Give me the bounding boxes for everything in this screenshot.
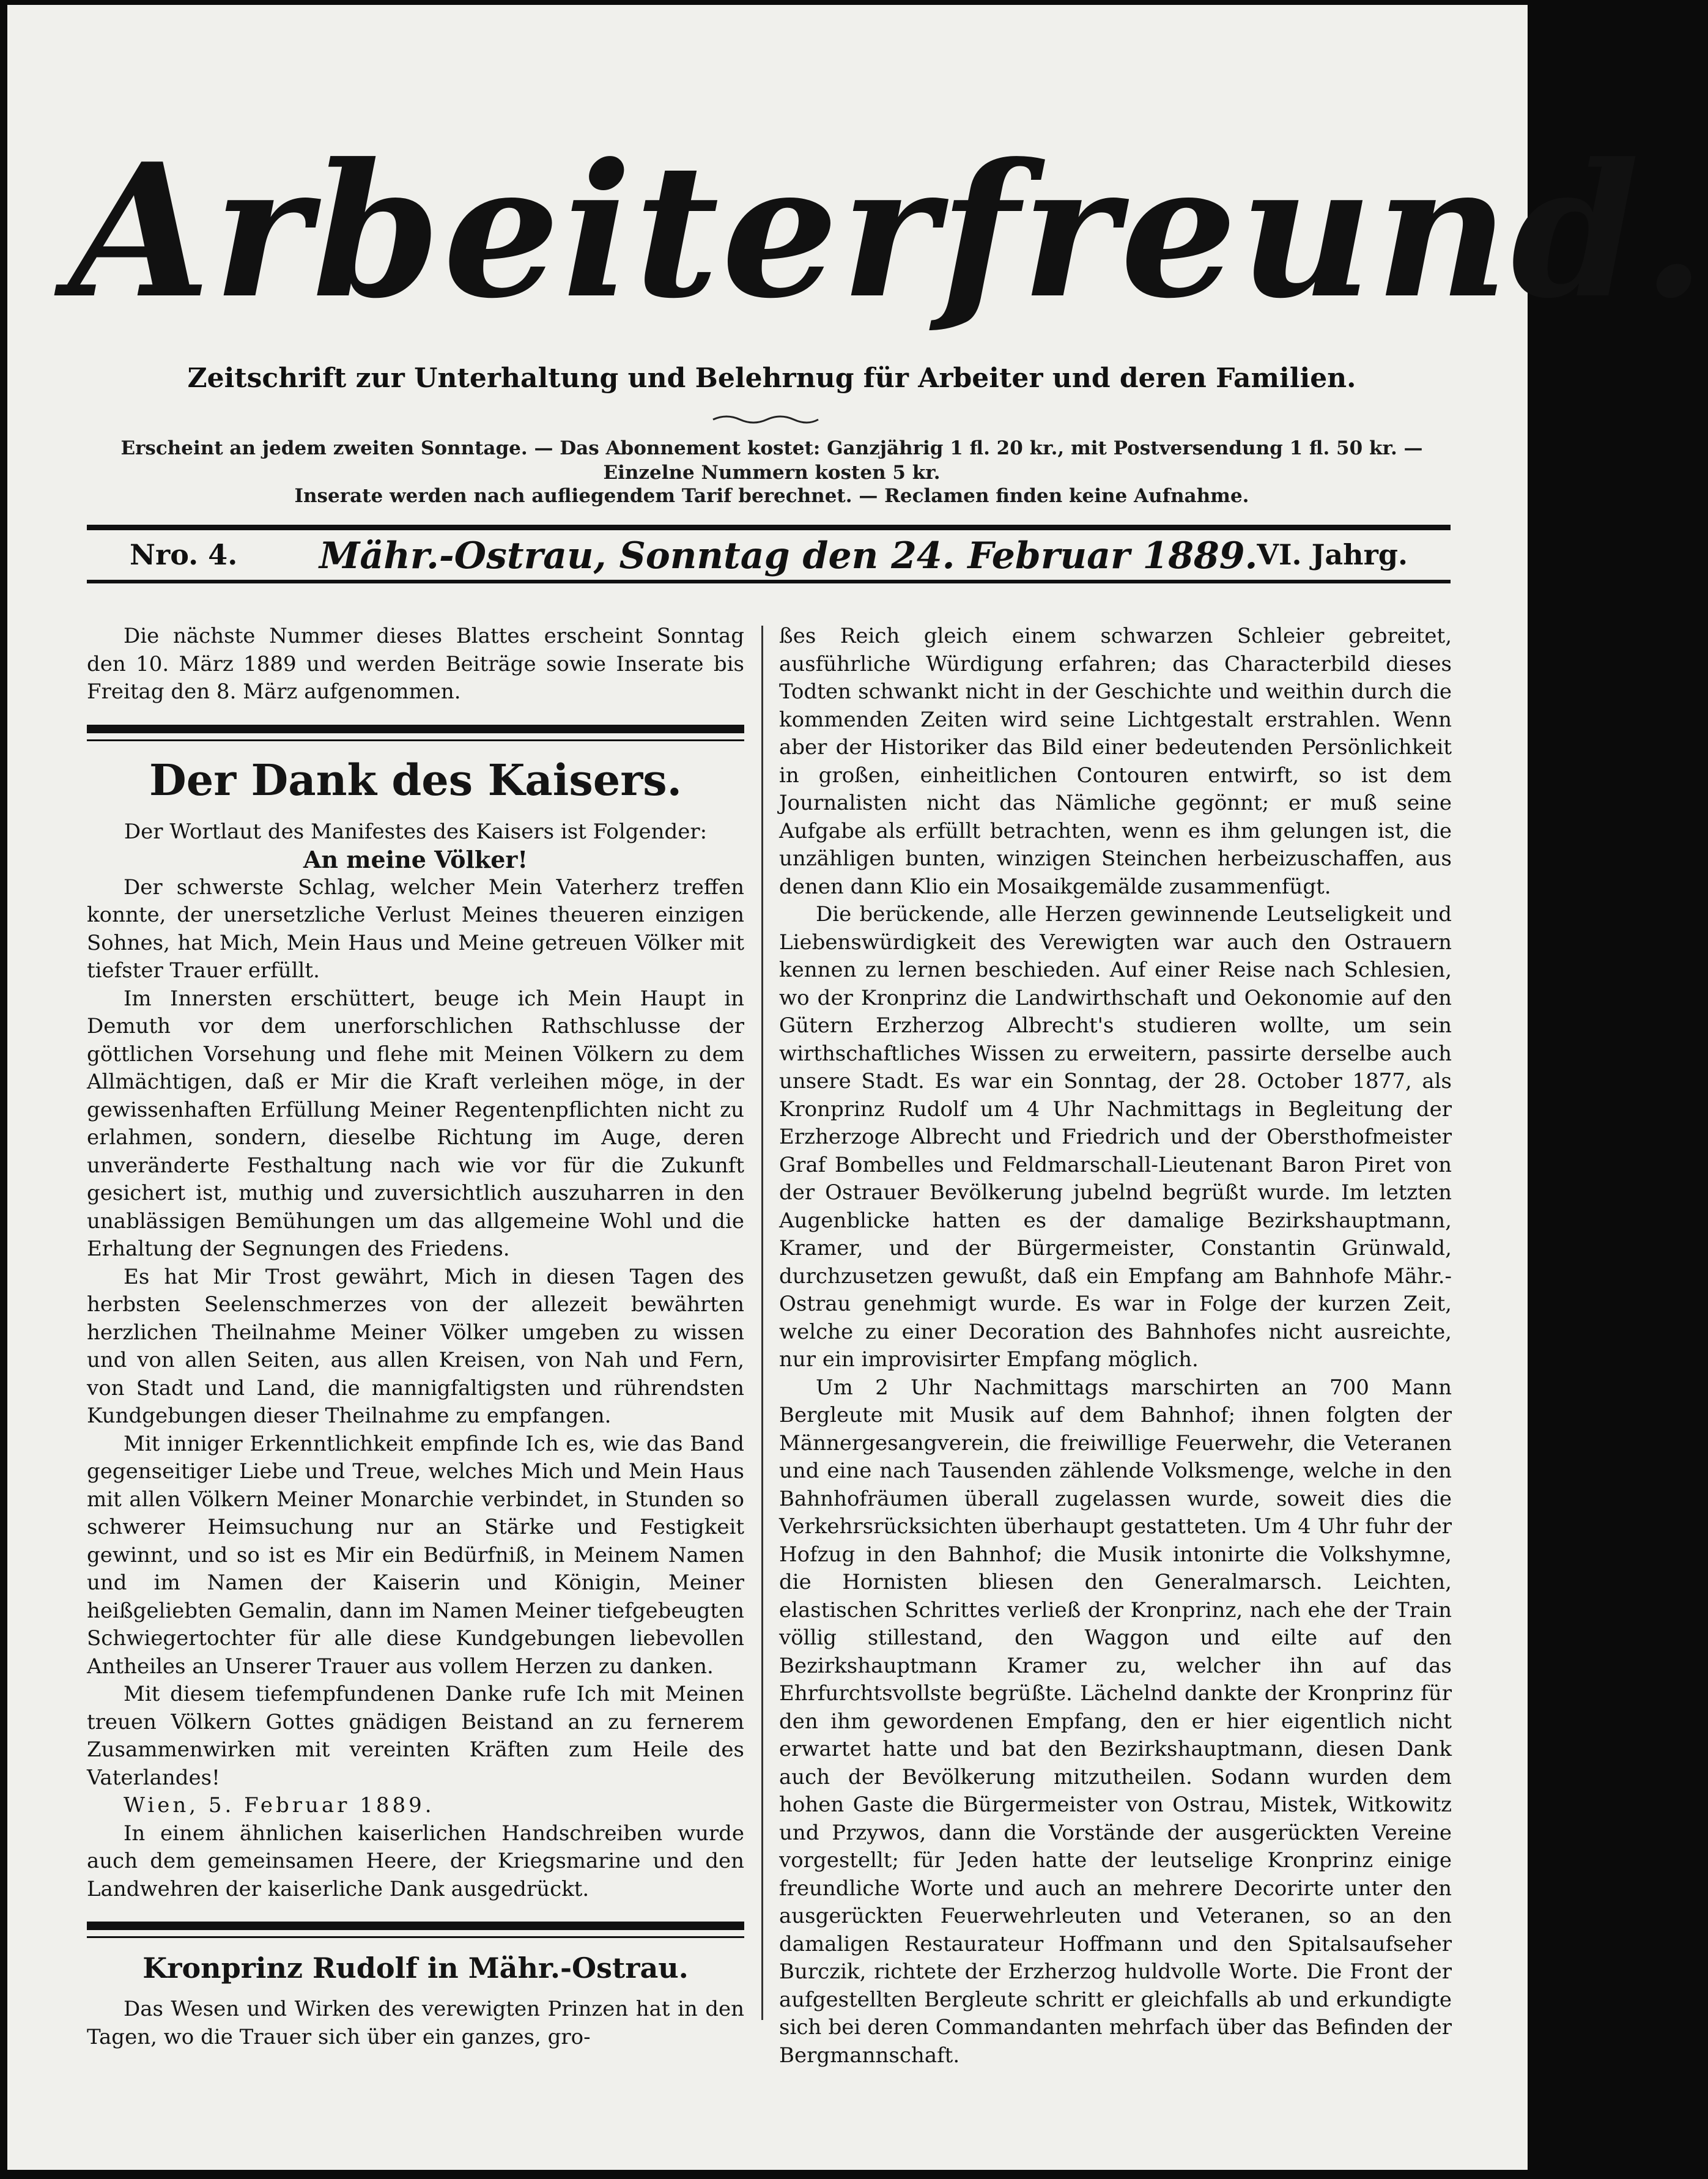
manifesto-intro: Der Wortlaut des Manifestes des Kaisers ist Folgender:	[124, 819, 708, 844]
right-column	[779, 623, 1452, 2070]
advertising-info: Inserate werden nach aufliegendem Tarif berechnet. — Reclamen finden keine Aufnahme.	[294, 485, 1249, 507]
masthead-title: Arbeiterfreund.	[68, 123, 1708, 339]
manifesto-paragraph: Im Innersten erschüttert, beuge ich Mein Haupt in Demuth vor dem unerforschlichen Rathschlusse der göttlichen Vorsehung und flehe mit Meinen Völkern zu dem Allmächtigen, daß er Mir die Kraft verleihen möge, in der gewissenhaften Erfüllung Meiner Regentenpflichten nicht zu erlahmen, sondern, dieselbe Richtung im Auge, deren unveränderte Festhaltung nach wie vor für die Zukunft gesichert ist, muthig und zuversichtlich auszuharren in den unablässigen Bemühungen um das allgemeine Wohl und die Erhaltung der Segnungen des Friedens.	[87, 986, 744, 1261]
article-heading-kaiser: Der Dank des Kaisers.	[149, 754, 682, 805]
place-and-date: Mähr.-Ostrau, Sonntag den 24. Februar 1889.	[319, 535, 1258, 577]
masthead-subtitle: Zeitschrift zur Unterhaltung und Belehrnug für Arbeiter und deren Familien.	[187, 363, 1356, 394]
dateline-rule-top	[87, 525, 1451, 530]
volume-year: VI. Jahrg.	[1257, 538, 1408, 571]
manifesto-salutation: An meine Völker!	[303, 846, 528, 873]
column-divider	[761, 626, 763, 2020]
issue-number: Nro. 4.	[130, 538, 238, 571]
subscription-info: Erscheint an jedem zweiten Sonntage. — Das Abonnement kostet: Ganzjährig 1 fl. 20 kr., mit Postversendung 1 fl. 50 kr. — Einzelne Nummern kosten 5 kr.	[120, 437, 1423, 484]
article-paragraph: Das Wesen und Wirken des verewigten Prinzen hat in den Tagen, wo die Trauer sich über ein ganzes, gro-	[87, 1997, 744, 2049]
manifesto-paragraph: Mit inniger Erkenntlichkeit empfinde Ich es, wie das Band gegenseitiger Liebe und Treue, welches Mich und Mein Haus mit allen Völkern Meiner Monarchie verbindet, in Stunden so schwerer Heimsuchung nur an Stärke und Festigkeit gewinnt, und so ist es Mir ein Bedürfniß, in Meinem Namen und im Namen der Kaiserin und Königin, Meiner heißgeliebten Gemalin, dann im Namen Meiner tiefgebeugten Schwiegertochter für alle diese Kundgebungen liebevollen Antheiles an Unserer Trauer aus vollem Herzen zu danken.	[87, 1431, 744, 1679]
manifesto-paragraph: Es hat Mir Trost gewährt, Mich in diesen Tagen des herbsten Seelenschmerzes von der allezeit bewährten herzlichen Theilnahme Meiner Völker umgeben zu wissen und von allen Seiten, aus allen Kreisen, von Nah und Fern, von Stadt und Land, die mannigfaltigsten und rührendsten Kundgebungen dieser Theilnahme zu empfangen.	[87, 1264, 744, 1428]
manifesto-paragraph: Der schwerste Schlag, welcher Mein Vaterherz treffen konnte, der unersetzliche Verlust Meines theueren einzigen Sohnes, hat Mich, Mein Haus und Meine getreuen Völker mit tiefster Trauer erfüllt.	[87, 875, 744, 983]
left-column	[87, 623, 744, 2051]
manifesto-paragraph: Mit diesem tiefempfundenen Danke rufe Ich mit Meinen treuen Völkern Gottes gnädigen Beistand an zu fernerem Zusammenwirken mit vereinten Kräften zum Heile des Vaterlandes!	[87, 1682, 744, 1790]
article-paragraph: In einem ähnlichen kaiserlichen Handschreiben wurde auch dem gemeinsamen Heere, der Kriegsmarine und den Landwehren der kaiserliche Dank ausgedrückt.	[87, 1821, 744, 1901]
next-issue-notice: Die nächste Nummer dieses Blattes erscheint Sonntag den 10. März 1889 und werden Beiträge sowie Inserate bis Freitag den 8. März aufgenommen.	[87, 624, 744, 704]
section-rule-thin	[87, 1936, 744, 1938]
dateline	[87, 535, 1451, 577]
dateline-rule-bottom	[87, 580, 1451, 583]
section-rule	[87, 1922, 744, 1930]
ornament-swirl	[711, 413, 821, 426]
newspaper-page	[7, 5, 1708, 2170]
article-paragraph: ßes Reich gleich einem schwarzen Schleier gebreitet, ausführliche Würdigung erfahren; das Characterbild dieses Todten schwankt nicht in der Geschichte und weithin durch die kommenden Zeiten wird seine Lichtgestalt erstrahlen. Wenn aber der Historiker das Bild einer bedeutenden Persönlichkeit in großen, einheitlichen Contouren entwirft, so ist dem Journalisten nicht das Nämliche gegönnt; er muß seine Aufgabe als erfüllt betrachten, wenn es ihm gelungen ist, die unzähligen bunten, winzigen Steinchen herbeizuschaffen, aus denen dann Klio ein Mosaikgemälde zusammenfügt.	[779, 624, 1452, 899]
section-rule-thin	[87, 739, 744, 741]
article-paragraph: Um 2 Uhr Nachmittags marschirten an 700 Mann Bergleute mit Musik auf dem Bahnhof; ihnen folgten der Männergesangverein, die freiwillige Feuerwehr, die Veteranen und eine nach Tausenden zählende Volksmenge, welche in den Bahnhofräumen überall zugelassen wurde, soweit dies die Verkehrsrücksichten überhaupt gestatteten. Um 4 Uhr fuhr der Hofzug in den Bahnhof; die Musik intonirte die Volkshymne, die Hornisten bliesen den Generalmarsch. Leichten, elastischen Schrittes verließ der Kronprinz, nach ehe der Train völlig stillestand, den Waggon und eilte auf den Bezirkshauptmann Kramer zu, welcher ihn auf das Ehrfurchtsvollste begrüßte. Lächelnd dankte der Kronprinz für den ihm gewordenen Empfang, den er hier eigentlich nicht erwartet hatte und bat den Bezirkshauptmann, diesen Dank auch der Bevölkerung mitzutheilen. Sodann wurden dem hohen Gaste die Bürgermeister von Ostrau, Mistek, Witkowitz und Przywos, dann die Vorstände der ausgerückten Vereine vorgestellt; für Jeden hatte der leutselige Kronprinz einige freundliche Worte und auch an mehrere Decorirte unter den ausgerückten Feuerwehrleuten und Veteranen, so an den damaligen Restaurateur Hoffmann und den Spitalsaufseher Burczik, richtete der Erzherzog huldvolle Worte. Die Front der aufgestellten Bergleute schritt er gleichfalls ab und erkundigte sich bei deren Commandanten mehrfach über das Befinden der Bergmannschaft.	[779, 1375, 1452, 2068]
article-paragraph: Die berückende, alle Herzen gewinnende Leutseligkeit und Liebenswürdigkeit des Verewigten war auch den Ostrauern kennen zu lernen beschieden. Auf einer Reise nach Schlesien, wo der Kronprinz die Landwirthschaft und Oekonomie auf den Gütern Erzherzog Albrecht's studieren wollte, um sein wirthschaftliches Wissen zu erweitern, passirte derselbe auch unsere Stadt. Es war ein Sonntag, der 28. October 1877, als Kronprinz Rudolf um 4 Uhr Nachmittags in Begleitung der Erzherzoge Albrecht und Friedrich und der Obersthofmeister Graf Bombelles und Feldmarschall-Lieutenant Baron Piret von der Ostrauer Bevölkerung jubelnd begrüßt wurde. Im letzten Augenblicke hatten es der damalige Bezirkshauptmann, Kramer, und der Bürgermeister, Constantin Grünwald, durchzusetzen gewußt, daß ein Empfang am Bahnhofe Mähr.-Ostrau genehmigt wurde. Es war in Folge der kurzen Zeit, welche zu einer Decoration des Bahnhofes nicht ausreichte, nur ein improvisirter Empfang möglich.	[779, 902, 1452, 1372]
manifesto-signoff: Wien, 5. Februar 1889.	[124, 1793, 435, 1818]
section-rule	[87, 725, 744, 733]
article-heading-rudolf: Kronprinz Rudolf in Mähr.-Ostrau.	[142, 1951, 689, 1985]
